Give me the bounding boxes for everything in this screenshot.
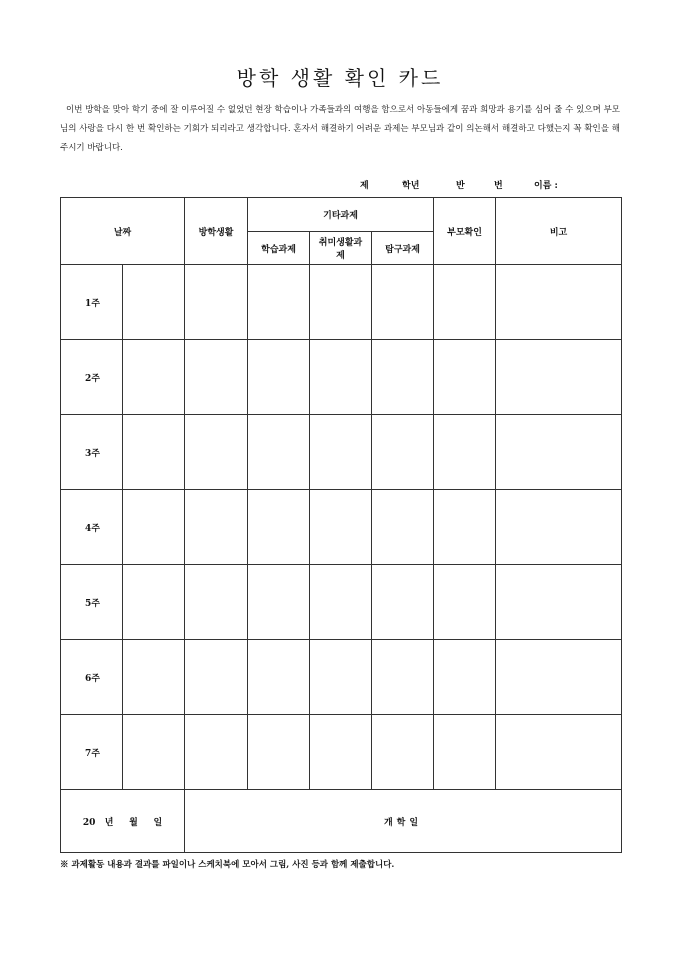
table-row — [61, 490, 622, 565]
cell-inquiry-task[interactable] — [372, 565, 434, 640]
cell-study-task[interactable] — [248, 415, 310, 490]
cell-remarks[interactable] — [496, 340, 622, 415]
week-label: 1주 — [61, 265, 123, 340]
name-label: 이름 : — [534, 181, 558, 191]
cell-date[interactable] — [123, 715, 185, 790]
week-label: 7주 — [61, 715, 123, 790]
footer-date-prefix: 20 — [82, 817, 96, 828]
cell-date[interactable] — [123, 640, 185, 715]
cell-study-task[interactable] — [248, 340, 310, 415]
cell-date[interactable] — [123, 265, 185, 340]
grade-prefix: 제 — [360, 181, 369, 191]
cell-hobby-task[interactable] — [310, 640, 372, 715]
cell-parent-check[interactable] — [434, 640, 496, 715]
cell-vacation-life[interactable] — [185, 565, 248, 640]
cell-inquiry-task[interactable] — [372, 640, 434, 715]
cell-remarks[interactable] — [496, 715, 622, 790]
cell-hobby-task[interactable] — [310, 415, 372, 490]
cell-hobby-task[interactable] — [310, 715, 372, 790]
table-row — [61, 415, 622, 490]
vacation-check-table — [60, 197, 622, 853]
cell-remarks[interactable] — [496, 490, 622, 565]
table-row — [61, 715, 622, 790]
table-row — [61, 340, 622, 415]
table-row — [61, 565, 622, 640]
grade-unit: 학년 — [402, 181, 420, 191]
week-label: 5주 — [61, 565, 123, 640]
header-date: 날짜 — [61, 198, 185, 265]
cell-inquiry-task[interactable] — [372, 490, 434, 565]
cell-study-task[interactable] — [248, 565, 310, 640]
cell-vacation-life[interactable] — [185, 640, 248, 715]
number-unit: 번 — [494, 181, 503, 191]
footer-date-cell[interactable] — [61, 790, 185, 853]
cell-remarks[interactable] — [496, 565, 622, 640]
cell-date[interactable] — [123, 415, 185, 490]
cell-parent-check[interactable] — [434, 715, 496, 790]
table-row — [61, 265, 622, 340]
header-hobby-task: 취미생활과제 — [310, 232, 372, 265]
cell-parent-check[interactable] — [434, 565, 496, 640]
cell-date[interactable] — [123, 340, 185, 415]
cell-remarks[interactable] — [496, 640, 622, 715]
week-label: 6주 — [61, 640, 123, 715]
opening-day-label: 개학일 — [185, 790, 622, 853]
header-vacation-life: 방학생활 — [185, 198, 248, 265]
cell-parent-check[interactable] — [434, 340, 496, 415]
cell-vacation-life[interactable] — [185, 490, 248, 565]
footer-row — [61, 790, 622, 853]
cell-inquiry-task[interactable] — [372, 715, 434, 790]
cell-remarks[interactable] — [496, 265, 622, 340]
cell-date[interactable] — [123, 490, 185, 565]
class-unit: 반 — [456, 181, 465, 191]
footnote: ※ 과제활동 내용과 결과를 파일이나 스케치북에 모아서 그림, 사진 등과 함께 제출합니다. — [60, 860, 395, 870]
cell-inquiry-task[interactable] — [372, 340, 434, 415]
cell-parent-check[interactable] — [434, 415, 496, 490]
cell-parent-check[interactable] — [434, 265, 496, 340]
cell-hobby-task[interactable] — [310, 490, 372, 565]
cell-vacation-life[interactable] — [185, 265, 248, 340]
cell-vacation-life[interactable] — [185, 415, 248, 490]
cell-hobby-task[interactable] — [310, 565, 372, 640]
cell-vacation-life[interactable] — [185, 340, 248, 415]
week-label: 4주 — [61, 490, 123, 565]
cell-hobby-task[interactable] — [310, 340, 372, 415]
cell-date[interactable] — [123, 565, 185, 640]
cell-study-task[interactable] — [248, 265, 310, 340]
footer-date-year: 년 — [104, 817, 114, 828]
week-label: 2주 — [61, 340, 123, 415]
table-row — [61, 640, 622, 715]
cell-study-task[interactable] — [248, 715, 310, 790]
header-other-tasks: 기타과제 — [248, 198, 434, 232]
cell-hobby-task[interactable] — [310, 265, 372, 340]
cell-inquiry-task[interactable] — [372, 265, 434, 340]
header-inquiry-task: 탐구과제 — [372, 232, 434, 265]
footer-date-day: 일 — [153, 817, 163, 828]
footer-date-month: 월 — [129, 817, 138, 828]
cell-remarks[interactable] — [496, 415, 622, 490]
week-label: 3주 — [61, 415, 123, 490]
cell-study-task[interactable] — [248, 640, 310, 715]
header-parent-check: 부모확인 — [434, 198, 496, 265]
intro-paragraph: 이번 방학을 맞아 학기 중에 잘 이루어질 수 없었던 현장 학습이나 가족들과의 여행을 함으로서 아동들에게 꿈과 희망과 용기를 심어 줄 수 있으며 부모님의 사랑을 다시 한 번 확인하는 기회가 되리라고 생각합니다. 혼자서 해결하기 어려운 과제는 부모님과 같이 의논해서 해결하고 다했는지 꼭 확인을 해주시기 바랍니다. — [60, 105, 620, 153]
cell-vacation-life[interactable] — [185, 715, 248, 790]
cell-inquiry-task[interactable] — [372, 415, 434, 490]
header-remarks: 비고 — [496, 198, 622, 265]
header-study-task: 학습과제 — [248, 232, 310, 265]
cell-study-task[interactable] — [248, 490, 310, 565]
cell-parent-check[interactable] — [434, 490, 496, 565]
page-title: 방학 생활 확인 카드 — [236, 66, 444, 90]
